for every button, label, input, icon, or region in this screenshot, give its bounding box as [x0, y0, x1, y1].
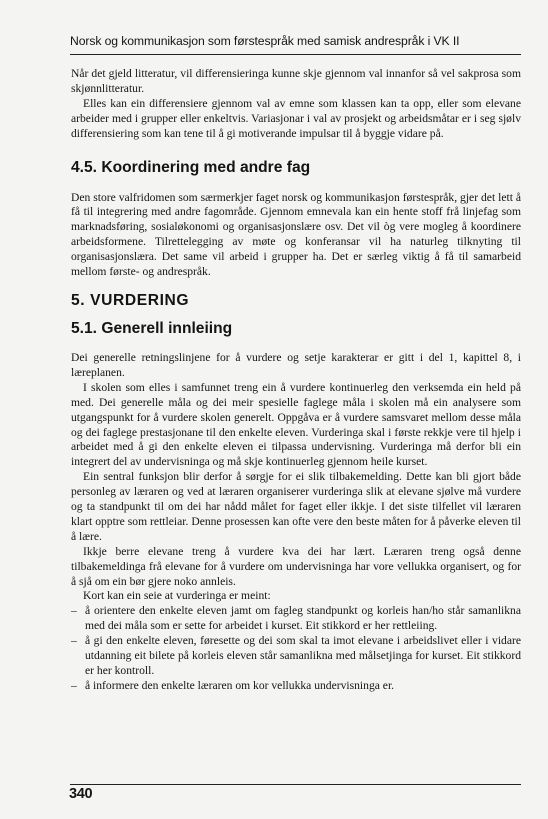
list-item	[71, 679, 521, 694]
section-5-1-paragraph-1: Dei generelle retningslinjene for å vurdere og setje karakterar er gitt i del 1, kapittel 8, i læreplanen.	[71, 350, 521, 379]
section-5-1-paragraph-5: Kort kan ein seie at vurderinga er meint:	[83, 589, 271, 603]
section-5-1-heading: 5.1. Generell innleiing	[71, 319, 233, 337]
dash-bullet: –	[71, 678, 77, 692]
page-number: 340	[69, 786, 93, 802]
section-5-1-paragraph-2: I skolen som elles i samfunnet treng ein å vurdere kontinuerleg den verksemda ein held på med. Dei generelle måla og dei meir spesielle faglege måla i skolen må ein analysere som utgangspunkt for å vurdere skolen generelt. Oppgåva er å vurdere samsvaret mellom desse måla og dei faglege prestasjonane til den enkelte eleven. Vurderinga skal i første rekkje vere til hjelp i arbeidet med å gi den enkelte eleven ei tilpassa undervisning. Vurderinga må derfor bli ein integrert del av undervisninga og må skje kontinuerleg gjennom heile kurset.	[71, 380, 521, 469]
section-5-1-paragraph-4: Ikkje berre elevane treng å vurdere kva dei har lært. Læraren treng også denne tilbakemeldinga frå elevane for å vurdere om undervisninga har vore vellukka organisert, og for å sjå om ein bør gjere noko annleis.	[71, 544, 521, 588]
page-body	[71, 67, 521, 694]
section-4-5-paragraph-1: Den store valfridomen som særmerkjer faget norsk og kommunikasjon førstespråk, gjer det lett å få til integrering med andre fagområde. Gjennom emnevala kan ein hente stoff frå linjefag som marknadsføring, sosialøkonomi og organisasjonslære osv. Det vil òg vere mogleg å koordinere arbeidsformene. Tilrettelegging av møte og konferansar vil ha naturleg tilknyting til organisasjonslæra. Det same vil arbeid i grupper ha. Det er særleg viktig å få til samarbeid mellom første- og andrespråk.	[71, 190, 521, 279]
dash-bullet: –	[71, 634, 77, 648]
section-5-1-paragraph-3: Ein sentral funksjon blir derfor å sørgje for ei slik tilbakemelding. Dette kan bli gjort både personleg av læraren og ved at læraren organiserer vurderinga slik at elevane sjølve må vurdere og ta standpunkt til om dei har nådd målet for faget eller ikkje. I det siste tilfellet vil læraren klart opptre som rettleiar. Denne prosessen kan ofte vere den beste måten for å påverke eleven til å lære.	[71, 470, 521, 543]
header-rule	[70, 54, 521, 55]
purpose-list	[71, 604, 521, 693]
intro-paragraph-2: Elles kan ein differensiere gjennom val av emne som klassen kan ta opp, eller som elevane arbeider med i grupper eller enkeltvis. Variasjonar i val av prosjekt og arbeidsmåtar er i seg sjølv differensiering som kan tene til å gi motiverande impulsar til å byggje vidare på.	[71, 96, 521, 140]
list-item	[71, 634, 521, 679]
section-4-5-heading: 4.5. Koordinering med andre fag	[71, 158, 311, 176]
section-5-heading: 5. VURDERING	[71, 291, 190, 309]
list-item-text: å gi den enkelte eleven, føresette og dei som skal ta imot elevane i arbeidslivet eller i vidare utdanning eit bilete på korleis eleven står samanlikna med målsetjinga for kurset. Eit stikkord er her kontroll.	[85, 634, 521, 677]
intro-paragraph-1: Når det gjeld litteratur, vil differensieringa kunne skje gjennom val innanfor så vel sakprosa som skjønnlitteratur.	[71, 67, 521, 95]
list-item	[71, 604, 521, 634]
list-item-text: å informere den enkelte læraren om kor vellukka undervisninga er.	[85, 678, 395, 692]
running-head: Norsk og kommunikasjon som førstespråk med samisk andrespråk i VK II	[70, 34, 460, 48]
list-item-text: å orientere den enkelte eleven jamt om fagleg standpunkt og korleis han/ho står samanlikna med dei måla som er sette for arbeidet i kurset. Eit stikkord er her rettleiing.	[85, 604, 521, 633]
footer-rule	[70, 784, 521, 785]
dash-bullet: –	[71, 604, 77, 618]
